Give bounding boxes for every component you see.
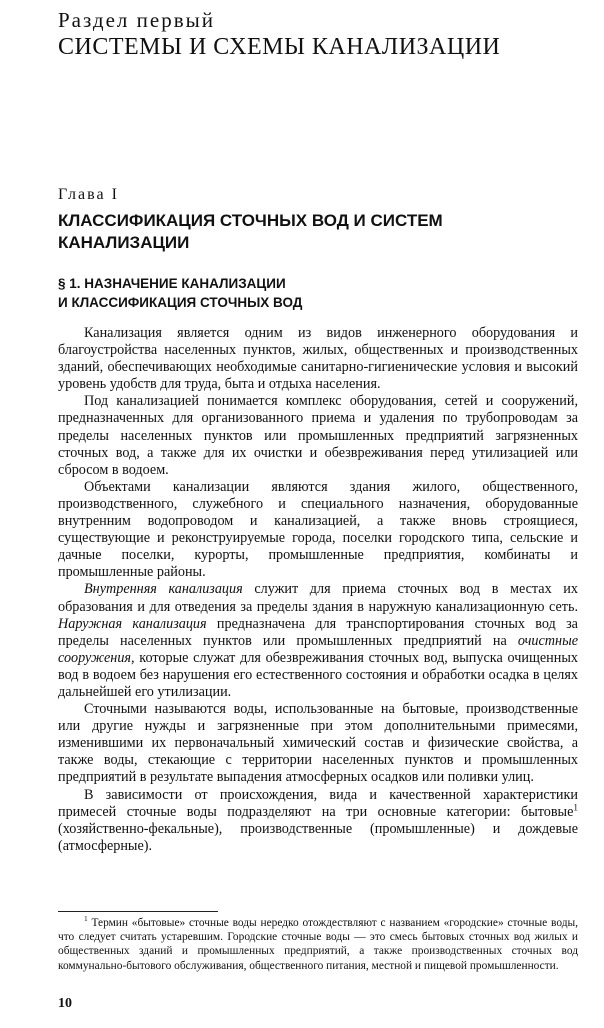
chapter-label: Глава I xyxy=(58,186,119,203)
body-paragraph-6-part-b: (хозяйственно-фекальные), производственные (промышленные) и дождевые (атмосферные). xyxy=(58,820,578,854)
body-paragraph-2: Под канализацией понимается комплекс оборудования, сетей и сооружений, предназначенных для организованного приема и удаления по трубопроводам за пределы населенных пунктов или промышленных предприятий загрязненных сточных вод, а также для их очистки и обезвреживания перед утилизацией или сбросом в водоем. xyxy=(58,393,578,478)
body-paragraph-4-part-a: служит для приема сточных вод в местах их образования и для отведения за пределы здания в наружную канализационную сеть. xyxy=(58,581,578,615)
term-external-sewerage: Наружная канализация xyxy=(58,615,207,632)
section-title: СИСТЕМЫ И СХЕМЫ КАНАЛИЗАЦИИ xyxy=(58,34,501,60)
page-number: 10 xyxy=(58,996,72,1011)
body-paragraph-4 xyxy=(58,581,578,701)
body-paragraph-1: Канализация является одним из видов инженерного оборудования и благоустройства населенных пунктов, жилых, общественных и производственных зданий, обеспечивающих необходимые санитарно-гигиенические условия и высокий уровень удобств для труда, быта и отдыха населения. xyxy=(58,325,578,393)
term-internal-sewerage: Внутренняя канализация xyxy=(84,581,243,598)
body-paragraph-6 xyxy=(58,787,578,855)
chapter-title: КЛАССИФИКАЦИЯ СТОЧНЫХ ВОД И СИСТЕМ КАНАЛИЗАЦИИ xyxy=(58,211,443,252)
footnote-divider xyxy=(58,911,218,912)
paragraph-heading-line-2: И КЛАССИФИКАЦИЯ СТОЧНЫХ ВОД xyxy=(58,295,303,310)
paragraph-heading xyxy=(58,274,518,312)
body-paragraph-3: Объектами канализации являются здания жилого, общественного, производственного, служебного и специального назначения, оборудованные внутренним водопроводом и канализацией, а также вновь строящиеся, существующие и реконструируемые города, поселки городского типа, сельские и дачные поселки, курорты, промышленные предприятия, комбинаты и промышленные районы. xyxy=(58,478,578,581)
body-paragraph-4-part-c: , которые служат для обезвреживания сточных вод, выпуска очищенных вод в водоем без нарушения его естественного состояния и обработки осадка в целях дальнейшей его утилизации. xyxy=(58,649,578,700)
footnote-marker: 1 xyxy=(84,914,88,924)
footnote-paragraph xyxy=(58,916,578,973)
footnote-text: Термин «бытовые» сточные воды нередко отождествляют с названием «городские» сточные воды, что следует считать устаревшим. Городские сточные воды — это смесь бытовых сточных вод жилых и общественных зданий и промышленных предприятий, а также производственных сточных вод коммунально-бытового обслуживания, общественного питания, местной и пищевой промышленности. xyxy=(58,917,578,972)
section-label: Раздел первый xyxy=(58,8,215,32)
body-paragraph-6-part-a: В зависимости от происхождения, вида и качественной характеристики примесей сточные воды подразделяют на три основные категории: бытовые xyxy=(58,786,578,820)
body-paragraph-5: Сточными называются воды, использованные на бытовые, производственные или другие нужды и загрязненные при этом дополнительными примесями, изменившими их первоначальный химический состав и физические свойства, а также воды, стекающие с территории населенных пунктов и промышленных предприятий в результате выпадения атмосферных осадков или поливки улиц. xyxy=(58,701,578,786)
body-paragraph-4-part-b: предназначена для транспортирования сточных вод за пределы населенных пунктов или промышленных предприятий на xyxy=(58,615,578,649)
footnote-reference: 1 xyxy=(573,801,578,812)
body-text xyxy=(58,325,578,855)
footnote xyxy=(58,916,578,973)
paragraph-heading-line-1: § 1. НАЗНАЧЕНИЕ КАНАЛИЗАЦИИ xyxy=(58,276,286,291)
term-treatment-facilities: очистные сооружения xyxy=(58,632,578,666)
